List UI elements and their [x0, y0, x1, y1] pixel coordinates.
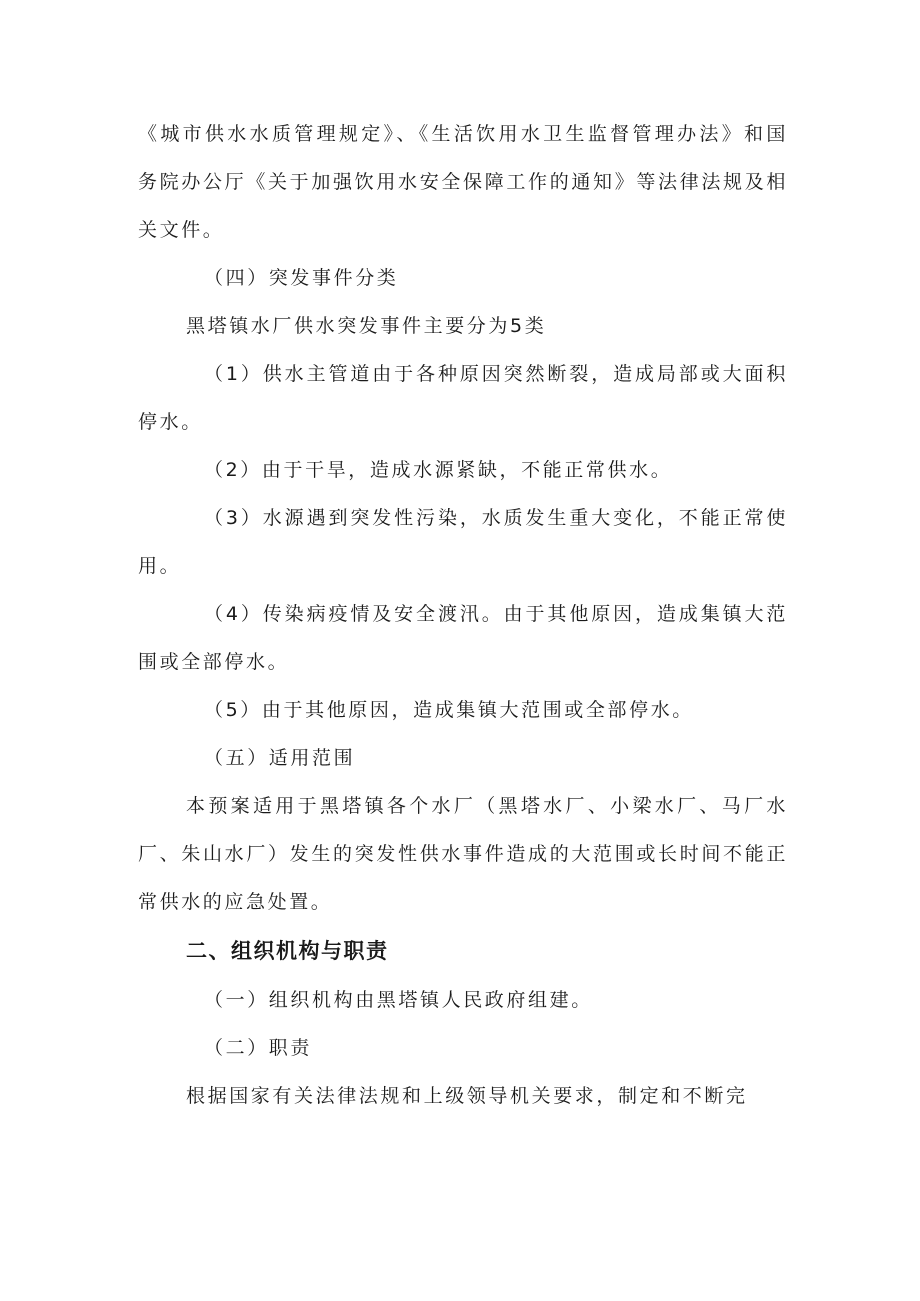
- section-heading-emergency-classification: （四）突发事件分类: [204, 267, 399, 289]
- paragraph-scope: 本预案适用于黑塔镇各个水厂（黑塔水厂、小梁水厂、马厂水厂、朱山水厂）发生的突发性供水事件造成的大范围或长时间不能正常供水的应急处置。: [138, 795, 788, 913]
- list-item-3: （3）水源遇到突发性污染，水质发生重大变化，不能正常使用。: [138, 507, 788, 577]
- section-heading-scope: （五）适用范围: [204, 747, 356, 769]
- section-heading-duties: （二）职责: [204, 1037, 313, 1059]
- document-body: [138, 110, 788, 1120]
- list-item-5: （5）由于其他原因，造成集镇大范围或全部停水。: [204, 699, 694, 721]
- chapter-heading-organization: 二、组织机构与职责: [186, 939, 389, 963]
- list-item-4: （4）传染病疫情及安全渡汛。由于其他原因，造成集镇大范围或全部停水。: [138, 603, 788, 673]
- list-item-2: （2）由于干旱，造成水源紧缺，不能正常供水。: [204, 459, 673, 481]
- section-heading-organization: （一）组织机构由黑塔镇人民政府组建。: [204, 989, 593, 1011]
- paragraph-regulations: 《城市供水水质管理规定》、《生活饮用水卫生监督管理办法》和国务院办公厅《关于加强饮用水安全保障工作的通知》等法律法规及相关文件。: [138, 123, 788, 241]
- paragraph-duties: 根据国家有关法律法规和上级领导机关要求，制定和不断完: [186, 1085, 748, 1107]
- paragraph-classification-intro: 黑塔镇水厂供水突发事件主要分为5类: [186, 315, 547, 337]
- list-item-1: （1）供水主管道由于各种原因突然断裂，造成局部或大面积停水。: [138, 363, 788, 433]
